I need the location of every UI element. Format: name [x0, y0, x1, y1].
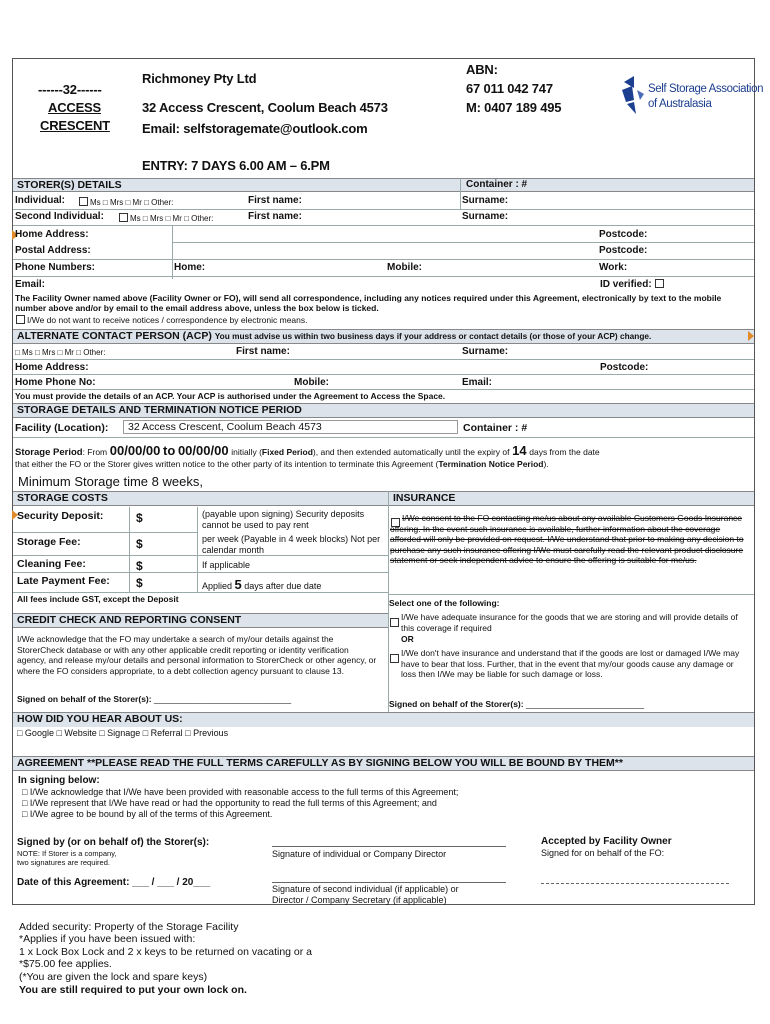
insurance-title: INSURANCE [393, 492, 456, 504]
first-name-label: First name: [248, 195, 302, 206]
acp-home-phone-label: Home Phone No: [15, 377, 96, 388]
credit-check-header [13, 613, 388, 628]
home-address-label: Home Address: [15, 229, 89, 240]
home-phone-label: Home: [174, 262, 206, 273]
abn-label: ABN: [466, 62, 498, 77]
gst-note: All fees include GST, except the Deposit [17, 594, 179, 604]
storer-container-label: Container : # [466, 179, 528, 190]
insurance-option1-text: I/We have adequate insurance for the goods that we are storing and will provide details of this coverage if required [401, 612, 738, 633]
entry-hours: ENTRY: 7 DAYS 6.00 AM – 6.PM [142, 158, 330, 173]
company-note-1: NOTE: If Storer is a company, [17, 849, 117, 858]
second-surname-label: Surname: [462, 211, 509, 222]
electronic-notice-text: The Facility Owner named above (Facility Owner or FO), will send all correspondence, including any notices required under this Agreement, electronically by text to the mobile number above and/or by email to the email address above, unless the box below is ticked. [15, 293, 722, 313]
insurance-consent-text: I/We consent to the FO contacting me/us about any available Customers Goods Insurance offering. In the event such insurance is available, further information about the coverage afforded will only be provided on request. I/We understand that prior to making any decision to purchase any such insurance offering I/We must carefully read the relevant product disclosure statement or seek independent advice to ensure the offering is suitable for me/us. [390, 513, 744, 565]
acp-required-note: You must provide the details of an ACP. Your ACP is authorised under the Agreement to Access the Space. [15, 391, 446, 401]
storage-costs-header [13, 491, 389, 506]
acp-postcode-label: Postcode: [600, 362, 649, 373]
signed-by-label: Signed by (or on behalf of) the Storer(s): [17, 837, 210, 848]
company-name: Richmoney Pty Ltd [142, 71, 257, 86]
abn-number: 67 011 042 747 [466, 81, 553, 96]
second-individual-title-options[interactable]: Ms □ Mrs □ Mr □ Other: [118, 213, 213, 223]
footer-line: (*You are given the lock and spare keys) [19, 971, 208, 983]
surname-label: Surname: [462, 195, 509, 206]
footer-line: 1 x Lock Box Lock and 2 x keys to be returned on vacating or a [19, 946, 313, 958]
signature-2-label-a: Signature of second individual (if applicable) or [272, 884, 459, 894]
storage-period-line1: Storage Period: From 00/00/00 to 00/00/00 initially (Fixed Period), and then extended automatically until the expiry of 14 days from the date [15, 443, 600, 458]
facility-access: ACCESS [48, 100, 101, 115]
postal-address-label: Postal Address: [15, 245, 91, 256]
acp-title: ALTERNATE CONTACT PERSON (ACP) [17, 330, 212, 342]
facility-location-field[interactable]: 32 Access Crescent, Coolum Beach 4573 [123, 420, 458, 434]
insurance-option2-text: I/We don't have insurance and understand that if the goods are lost or damaged I/We may have to bear that loss. Further, that in the event that my/our goods cause any damage or loss then I/We may be liable for such damage or loss. [401, 648, 740, 679]
period-end-date[interactable]: 00/00/00 [177, 443, 229, 458]
accepted-by-label: Accepted by Facility Owner [541, 836, 672, 847]
facility-crescent: CRESCENT [40, 118, 110, 133]
cost-symbol-storage: $ [136, 537, 143, 551]
fo-signature-line[interactable] [541, 883, 729, 884]
agreement-item[interactable]: □ I/We agree to be bound by all of the terms of this Agreement. [22, 809, 273, 819]
period-start-date[interactable]: 00/00/00 [109, 443, 161, 458]
insurance-option2-checkbox[interactable] [389, 649, 401, 667]
agreement-item[interactable]: □ I/We acknowledge that I/We have been provided with reasonable access to the full terms of this Agreement; [22, 787, 459, 797]
notice-days: 14 [512, 443, 527, 458]
insurance-option1-checkbox[interactable] [389, 613, 401, 631]
in-signing-label: In signing below: [18, 775, 100, 786]
second-individual-label: Second Individual: [15, 211, 104, 222]
email-label: Email: [15, 279, 46, 290]
company-address: 32 Access Crescent, Coolum Beach 4573 [142, 100, 388, 115]
storer-details-header [13, 178, 754, 192]
id-verified-checkbox[interactable] [655, 279, 664, 288]
facility-number: ------32------ [38, 82, 102, 97]
insurance-or: OR [401, 634, 414, 644]
insurance-header [389, 491, 754, 506]
phone-numbers-label: Phone Numbers: [15, 262, 96, 273]
cost-label-late: Late Payment Fee: [17, 575, 110, 587]
hear-about-title: HOW DID YOU HEAR ABOUT US: [17, 713, 183, 725]
footer-line: *Applies if you have been issued with: [19, 933, 196, 945]
cost-label-storage: Storage Fee: [17, 536, 81, 548]
work-phone-label: Work: [599, 262, 628, 273]
signature-line-1[interactable] [272, 846, 506, 847]
agreement-date-field[interactable]: Date of this Agreement: ___ / ___ / 20___ [17, 877, 211, 888]
acp-header [13, 329, 754, 344]
logo-text-line1: Self Storage Association [648, 83, 764, 95]
acp-arrow-icon [748, 331, 754, 341]
insurance-signature-line[interactable]: _________________________ [525, 699, 645, 709]
acp-mobile-label: Mobile: [294, 377, 329, 388]
acp-title-options[interactable]: □ Ms □ Mrs □ Mr □ Other: [15, 348, 106, 357]
credit-signature-line[interactable]: _____________________________ [153, 694, 292, 704]
company-mobile: M: 0407 189 495 [466, 100, 562, 115]
cost-note-cleaning: If applicable [202, 560, 251, 570]
individual-title-options[interactable]: Ms □ Mrs □ Mr □ Other: [78, 197, 173, 207]
optout-checkbox[interactable] [16, 315, 25, 324]
home-postcode-label: Postcode: [599, 229, 648, 240]
cost-note-late: Applied 5 days after due date [202, 577, 322, 592]
storer-details-title: STORER(S) DETAILS [17, 179, 122, 191]
acp-email-label: Email: [462, 377, 493, 388]
cost-label-cleaning: Cleaning Fee: [17, 558, 86, 570]
storage-container-label: Container : # [463, 422, 528, 434]
footer-line: *$75.00 fee applies. [19, 958, 112, 970]
signature-line-2[interactable] [272, 882, 506, 883]
minimum-storage-text: Minimum Storage time 8 weeks, [18, 474, 203, 489]
company-note-2: two signatures are required. [17, 858, 110, 867]
id-verified-label[interactable]: ID verified: [600, 279, 666, 290]
cost-symbol-late: $ [136, 576, 143, 590]
credit-signed-label: Signed on behalf of the Storer(s): _____________________________ [17, 694, 292, 704]
ssaa-logo-icon [618, 74, 652, 118]
insurance-select-label: Select one of the following: [389, 598, 500, 608]
agreement-title: AGREEMENT **PLEASE READ THE FULL TERMS CAREFULLY AS BY SIGNING BELOW YOU WILL BE BOUND BY THEM** [17, 757, 623, 769]
optout-row[interactable]: I/We do not want to receive notices / correspondence by electronic means. [15, 315, 308, 325]
hear-about-options[interactable]: □ Google □ Website □ Signage □ Referral □ Previous [17, 728, 229, 738]
footer-line: Added security: Property of the Storage Facility [19, 921, 239, 933]
acp-title-note: You must advise us within two business days if your address or contact details (or those of your ACP) change. [214, 331, 652, 341]
agreement-header [13, 756, 754, 771]
credit-check-title: CREDIT CHECK AND REPORTING CONSENT [17, 614, 242, 626]
logo-text-line2: of Australasia [648, 98, 712, 110]
storage-period-line2: that either the FO or the Storer gives written notice to the other party of its intention to terminate this Agreement (Termination Notice Period). [15, 459, 549, 469]
hear-about-header [13, 712, 754, 727]
acp-home-address-label: Home Address: [15, 362, 89, 373]
cost-symbol-deposit: $ [136, 511, 143, 525]
storage-details-title: STORAGE DETAILS AND TERMINATION NOTICE PERIOD [17, 404, 302, 416]
individual-label: Individual: [15, 195, 65, 206]
agreement-item[interactable]: □ I/We represent that I/We have read or had the opportunity to read the full terms of this Agreement; and [22, 798, 437, 808]
acp-first-name-label: First name: [236, 346, 290, 357]
second-first-name-label: First name: [248, 211, 302, 222]
mobile-phone-label: Mobile: [387, 262, 422, 273]
insurance-signed-label: Signed on behalf of the Storer(s): _________________________ [389, 699, 645, 709]
accepted-sub-label: Signed for on behalf of the FO: [541, 848, 665, 858]
storage-costs-title: STORAGE COSTS [17, 492, 108, 504]
signature-2-label-b: Director / Company Secretary (if applicable) [272, 895, 447, 905]
company-email[interactable]: Email: selfstoragemate@outlook.com [142, 121, 368, 136]
credit-check-text: I/We acknowledge that the FO may undertake a search of my/our details against the StorerCheck database or with any other applicable credit reporting or identity verification agency, and release my/our details and personal information to StorerCheck or other agency, or where the FO considers appropriate, to a debt collection agency pursuant to clause 13. [17, 634, 377, 676]
facility-location-label: Facility (Location): [15, 422, 109, 434]
ssaa-logo [618, 74, 764, 118]
postal-postcode-label: Postcode: [599, 245, 648, 256]
cost-note-storage: per week (Payable in 4 week blocks) Not per calendar month [202, 534, 381, 555]
cost-note-deposit: (payable upon signing) Security deposits cannot be used to pay rent [202, 509, 365, 530]
acp-surname-label: Surname: [462, 346, 509, 357]
signature-1-label: Signature of individual or Company Director [272, 849, 447, 859]
storage-details-header [13, 403, 754, 418]
cost-symbol-cleaning: $ [136, 559, 143, 573]
footer-lock-note: You are still required to put your own lock on. [19, 984, 247, 996]
cost-label-deposit: Security Deposit: [17, 510, 104, 522]
